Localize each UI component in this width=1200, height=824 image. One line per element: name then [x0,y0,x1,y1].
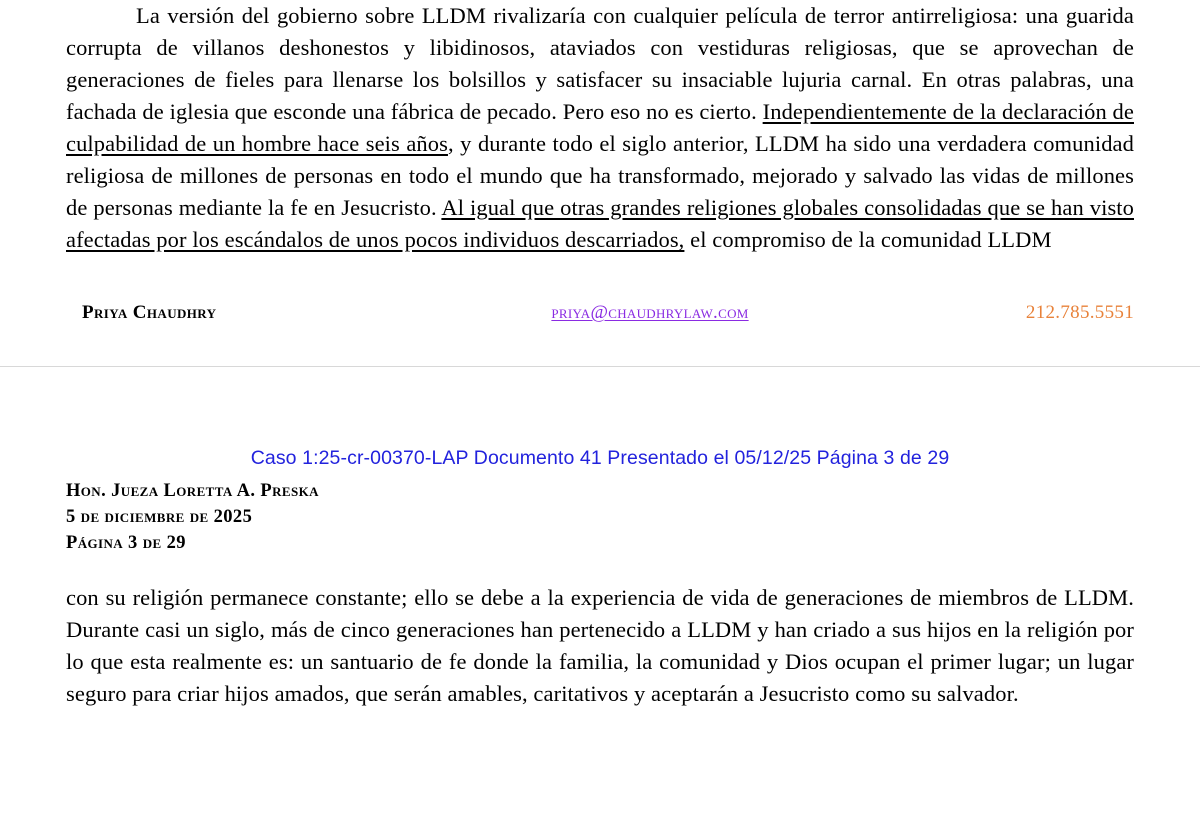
attorney-phone: 212.785.5551 [1025,302,1134,323]
underlined-text-run: Independientemente de la declaración de culpabilidad de un hombre hace seis años [66,99,1134,156]
plain-text-run: La versión del gobierno sobre LLDM rivalizaría con cualquier película de terror antirreligiosa: una guarida corrupta de villanos deshonestos y libidinosos, ataviados con vestiduras religiosas, que se aprovechan de generaciones de fieles para llenarse los bolsillos y satisfacer su insaciable lujuria carnal. En otras palabras, una fachada de iglesia que esconde una fábrica de pecado. Pero eso no es cierto. [66,3,1134,124]
ecf-header-stamp: Caso 1:25-cr-00370-LAP Documento 41 Presentado el 05/12/25 Página 3 de 29 [250,447,950,469]
plain-text-run: , y durante todo el siglo anterior, LLDM ha sido una verdadera comunidad religiosa de millones de personas en todo el mundo que ha transformado, mejorado y salvado las vidas de millones de personas mediante la fe en Jesucristo. [66,131,1134,220]
page-top-margin [0,375,1200,447]
underlined-text-run: Al igual que otras grandes religiones globales consolidadas que se han visto afectadas por los escándalos de unos pocos individuos descarriados, [66,195,1134,252]
current-page-body [0,582,1200,710]
attorney-email-link[interactable]: priya@chaudhrylaw.com [551,302,749,323]
addressee-line-judge: Hon. Jueza Loretta A. Preska [66,481,319,501]
letter-footer-contact [0,302,1200,324]
letterhead-spacer [0,556,1200,582]
page-break-divider [0,366,1200,367]
paragraph-continued-bottom: con su religión permanece constante; ello se debe a la experiencia de vida de generaciones de miembros de LLDM. Durante casi un siglo, más de cinco generaciones han pertenecido a LLDM y han criado a sus hijos en la religión por lo que esta realmente es: un santuario de fe donde la familia, la comunidad y Dios ocupan el primer lugar; un lugar seguro para criar hijos amados, que serán amables, caritativos y aceptarán a Jesucristo como su salvador. [66,585,1134,706]
plain-text-run: el compromiso de la comunidad LLDM [684,227,1052,252]
addressee-line-date: 5 de diciembre de 2025 [66,507,253,527]
letter-addressee-block [0,478,1200,556]
addressee-line-page: Página 3 de 29 [66,533,186,553]
paragraph-continued-top [66,0,1134,256]
previous-page-body [0,0,1200,256]
attorney-name: Priya Chaudhry [82,302,217,323]
